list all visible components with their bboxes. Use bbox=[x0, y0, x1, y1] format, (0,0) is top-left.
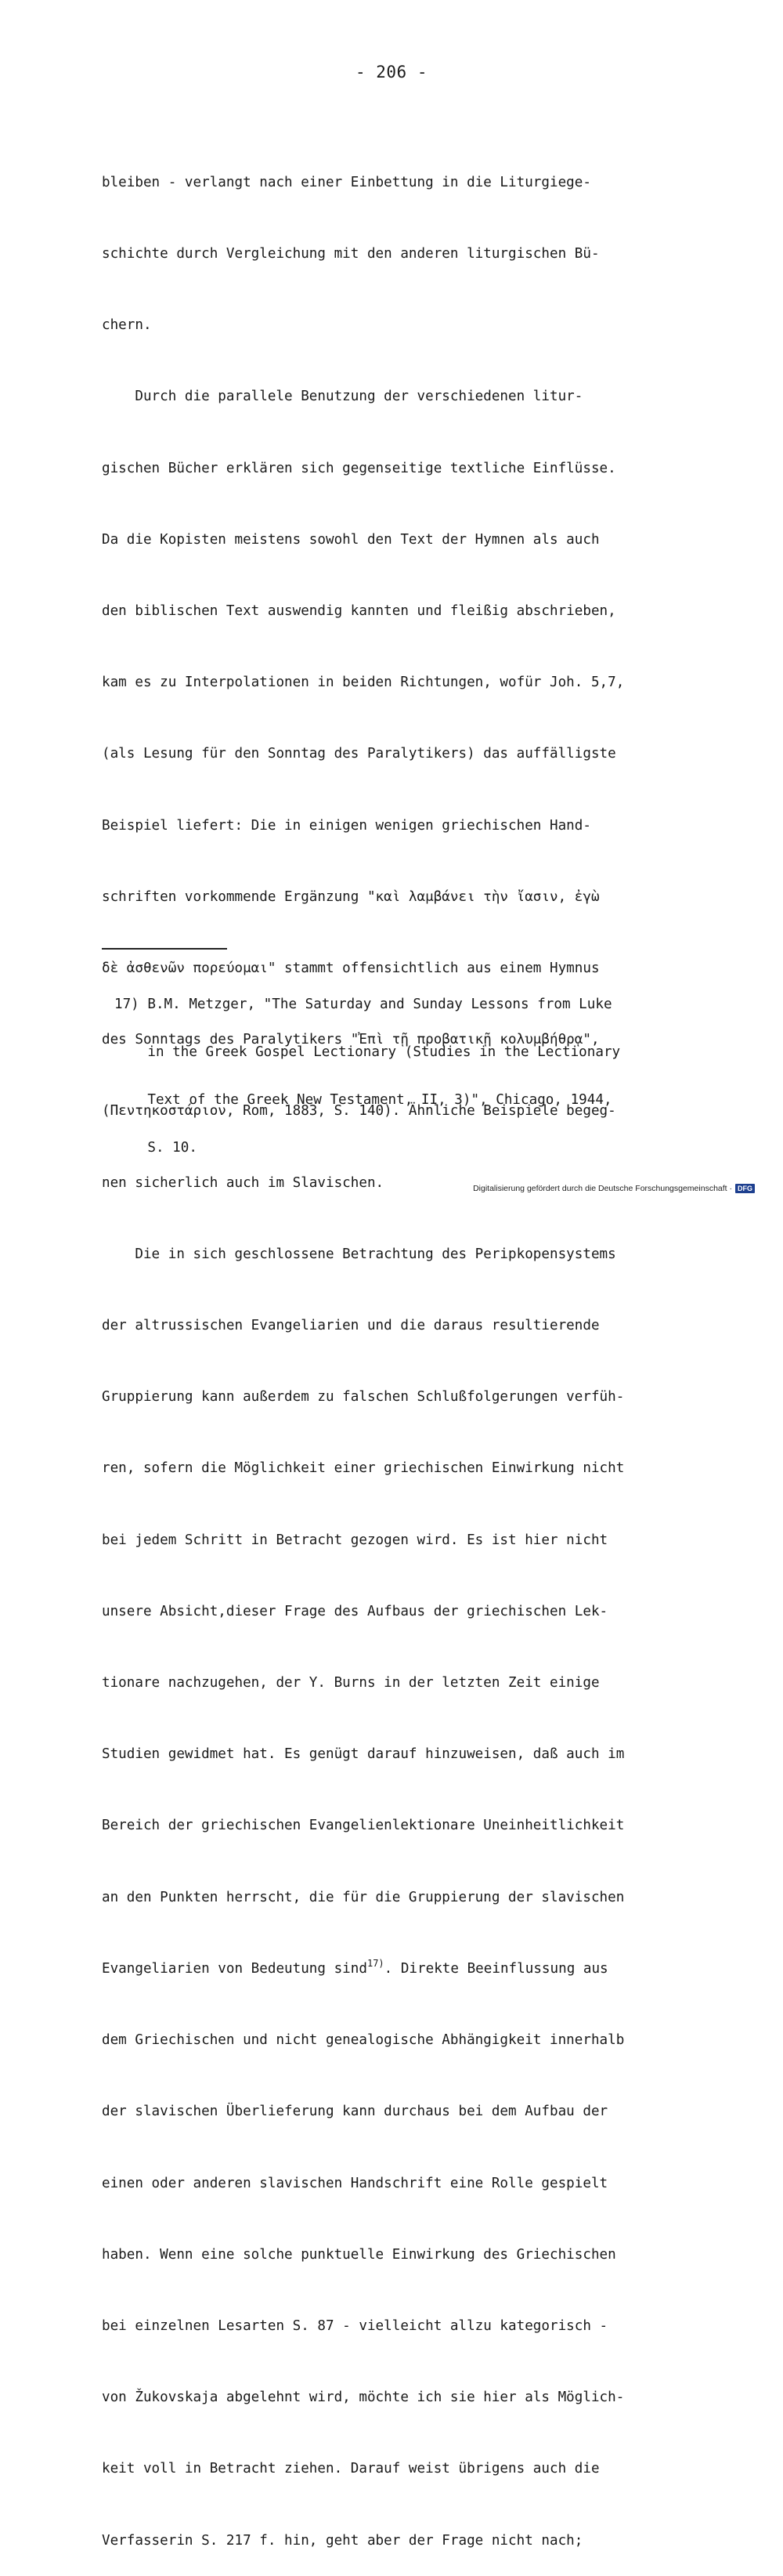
footnote-line: Text of the Greek New Testament, II, 3)", Chicago, 1944, bbox=[114, 1092, 612, 1109]
footnote-line: S. 10. bbox=[114, 1140, 197, 1156]
footnote-17 bbox=[114, 964, 709, 1172]
text-line: der slavischen Überlieferung kann durchaus bei dem Aufbau der bbox=[102, 2104, 608, 2120]
text-line: δὲ ἀσθενῶν πορεύομαι" stammt offensichtlich aus einem Hymnus bbox=[102, 961, 600, 977]
text-line: bei einzelnen Lesarten S. 87 - vielleicht allzu kategorisch - bbox=[102, 2317, 608, 2334]
text-line: chern. bbox=[102, 317, 152, 334]
text-line: Gruppierung kann außerdem zu falschen Schlußfolgerungen verfüh- bbox=[102, 1389, 625, 1406]
text-line: des Sonntags des Paralytikers "Ἐπὶ τῇ προβατικῇ κολυμβήθρᾳ", bbox=[102, 1032, 600, 1048]
page-number: - 206 - bbox=[355, 63, 428, 81]
footnote-line: in the Greek Gospel Lectionary (Studies in the Lectionary bbox=[114, 1044, 621, 1061]
text-line: einen oder anderen slavischen Handschrift eine Rolle gespielt bbox=[102, 2175, 608, 2191]
text-line: an den Punkten herrscht, die für die Gruppierung der slavischen bbox=[102, 1889, 625, 1905]
text-line: ren, sofern die Möglichkeit einer griechischen Einwirkung nicht bbox=[102, 1460, 625, 1477]
main-text bbox=[102, 123, 705, 2576]
dfg-logo: DFG bbox=[735, 1184, 755, 1193]
text-line: kam es zu Interpolationen in beiden Richtungen, wofür Joh. 5,7, bbox=[102, 675, 625, 691]
text-line: tionare nachzugehen, der Y. Burns in der letzten Zeit einige bbox=[102, 1675, 600, 1691]
text-line: Da die Kopisten meistens sowohl den Text der Hymnen als auch bbox=[102, 531, 600, 548]
text-line: schriften vorkommende Ergänzung "καὶ λαμβάνει τὴν ἴασιν, ἐγὼ bbox=[102, 888, 600, 905]
footnote-marker[interactable]: 17) bbox=[366, 1957, 384, 1969]
text-line: unsere Absicht,dieser Frage des Aufbaus der griechischen Lek- bbox=[102, 1603, 608, 1619]
text-line: gischen Bücher erklären sich gegenseitige textliche Einflüsse. bbox=[102, 460, 616, 476]
footnote-divider bbox=[102, 948, 227, 950]
text-line: Studien gewidmet hat. Es genügt darauf hinzuweisen, daß auch im bbox=[102, 1746, 625, 1763]
text-line: dem Griechischen und nicht genealogische Abhängigkeit innerhalb bbox=[102, 2032, 625, 2049]
text-line: bei jedem Schritt in Betracht gezogen wird. Es ist hier nicht bbox=[102, 1532, 608, 1548]
text-line: bleiben - verlangt nach einer Einbettung in die Liturgiege- bbox=[102, 174, 591, 190]
text-line: von Žukovskaja abgelehnt wird, möchte ich sie hier als Möglich- bbox=[102, 2390, 625, 2406]
text-line: Beispiel liefert: Die in einigen wenigen griechischen Hand- bbox=[102, 817, 591, 834]
text-line: Verfasserin S. 217 f. hin, geht aber der Frage nicht nach; bbox=[102, 2532, 583, 2549]
text-segment: . Direkte Beeinflussung aus bbox=[384, 1960, 608, 1977]
text-line: Die in sich geschlossene Betrachtung des Peripkopensystems bbox=[102, 1246, 616, 1262]
text-line: den biblischen Text auswendig kannten und fleißig abschrieben, bbox=[102, 603, 616, 620]
digitization-credit bbox=[473, 1184, 755, 1193]
text-line: (Πεντηκοστάριον, Rom, 1883, S. 140). Ähnliche Beispiele begeg- bbox=[102, 1103, 616, 1120]
footnote-line: 17) B.M. Metzger, "The Saturday and Sunday Lessons from Luke bbox=[114, 996, 612, 1012]
credit-text: Digitalisierung gefördert durch die Deutsche Forschungsgemeinschaft · bbox=[473, 1184, 732, 1193]
text-line: (als Lesung für den Sonntag des Paralytikers) das auffälligste bbox=[102, 746, 616, 762]
text-line: Durch die parallele Benutzung der verschiedenen litur- bbox=[102, 389, 583, 405]
text-line: Bereich der griechischen Evangelienlektionare Uneinheitlichkeit bbox=[102, 1818, 625, 1834]
footnote-reference-line bbox=[102, 1957, 705, 1981]
text-line: keit voll in Betracht ziehen. Darauf weist übrigens auch die bbox=[102, 2461, 600, 2477]
text-line: der altrussischen Evangeliarien und die daraus resultierende bbox=[102, 1318, 600, 1334]
text-line: haben. Wenn eine solche punktuelle Einwirkung des Griechischen bbox=[102, 2246, 616, 2263]
text-line: nen sicherlich auch im Slavischen. bbox=[102, 1174, 384, 1191]
text-line: schichte durch Vergleichung mit den anderen liturgischen Bü- bbox=[102, 246, 600, 262]
text-segment: Evangeliarien von Bedeutung sind bbox=[102, 1960, 367, 1977]
